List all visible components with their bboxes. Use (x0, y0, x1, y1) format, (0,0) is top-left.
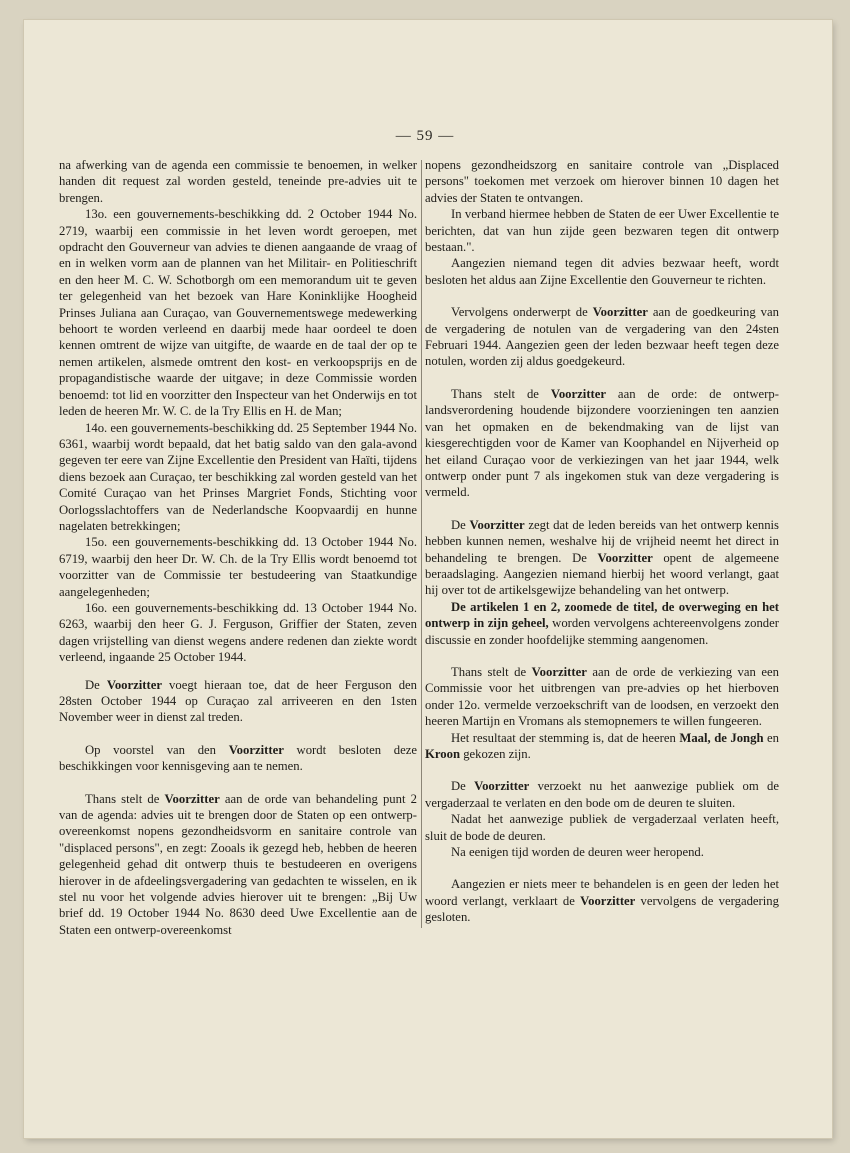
text-run: 15o. een gouvernements-beschikking dd. 13 October 1944 No. 6719, waarbij den heer Dr. W. Ch. de la Try Ellis wordt benoemd tot voorzitter van de Commissie ter bestudeering van Staatkundige aangelegenheden; (59, 535, 417, 599)
bold-text: Voorzitter (106, 677, 163, 692)
paragraph-p4 (59, 534, 417, 600)
text-run: De (451, 779, 475, 794)
paragraph-p8 (59, 791, 417, 939)
paragraph-r5 (425, 386, 779, 501)
text-run: zegt dat de leden bereids van het ontwerp kennis hebben kunnen nemen, weshalve hij de vrijheid neemt het direct in behandeling te brengen. De (425, 517, 779, 565)
text-run: opent de algemeene beraadslaging. Aangezien niemand hierbij het woord verlangt, gaat hij over tot de artikelsgewijze behandeling van het ontwerp. (425, 550, 779, 598)
left-column (59, 157, 417, 938)
page-number: — 59 — (395, 128, 455, 144)
bold-text: Voorzitter (469, 517, 525, 532)
text-run: Thans stelt de (451, 664, 532, 679)
paragraph-r9 (425, 730, 779, 763)
paragraph-r4 (425, 304, 779, 370)
text-run: aan de orde de verkiezing van een Commissie voor het uitbrengen van pre-advies op het hierboven onder 12o. vermelde verzoekschrift van de loodsen, en verzoekt den heeren Martijn en Vromans als stemopnemers te willen fungeeren. (425, 664, 779, 729)
bold-text: Voorzitter (531, 664, 587, 679)
text-run: aan de orde van behandeling punt 2 van de agenda: advies uit te brengen door de Staten op een ontwerp-overeenkomst nopens gezondheidsvorm en sanitaire controle van "displaced persons", en zegt: Zooals ik gezegd heb, hebben de heeren gelegenheid gehad dit ontwerp thuis te bestudeeren en overigens hierover in de afdeelingsvergadering van gedachten te wisselen, en ik stel nu voor het volgende advies hierover uit te brengen: „Bij Uw brief dd. 19 October 1944 No. 8630 deed Uwe Excellentie aan de Staten een ontwerp-overeenkomst (59, 791, 417, 937)
bold-text: De artikelen 1 en 2, zoomede de titel, de overweging en het ontwerp in zijn geheel, (425, 599, 779, 631)
paragraph-r2 (425, 206, 779, 255)
paragraph-p6 (59, 677, 417, 726)
paragraph-r13 (425, 876, 779, 925)
paragraph-r8 (425, 664, 779, 730)
bold-text: Voorzitter (474, 779, 530, 794)
bold-text: Maal, de Jongh (679, 730, 764, 745)
bold-text: Voorzitter (580, 893, 636, 908)
text-run: Nadat het aanwezige publiek de vergaderzaal verlaten heeft, sluit de bode de deuren. (425, 812, 779, 843)
text-run: wordt besloten deze beschikkingen voor kennisgeving aan te nemen. (59, 742, 417, 774)
paragraph-p1 (59, 157, 417, 206)
text-run: gekozen zijn. (460, 747, 531, 761)
text-run: Het resultaat der stemming is, dat de heeren (451, 730, 680, 745)
text-run: Aangezien er niets meer te behandelen is en geen der leden het woord verlangt, verklaart de (425, 877, 779, 908)
text-run: Op voorstel van den (85, 742, 229, 757)
text-run: 16o. een gouvernements-beschikking dd. 13 October 1944 No. 6263, waarbij den heer G. J. Ferguson, Griffier der Staten, zeven dagen vrijstelling van dienst wegens andere redenen dan ziekte wordt verleend, ingaande 25 October 1944. (59, 600, 417, 665)
text-run: worden vervolgens achtereenvolgens zonder discussie en zonder hoofdelijke stemming aangenomen. (425, 616, 779, 647)
column-divider (421, 160, 422, 928)
paragraph-r6 (425, 517, 779, 599)
text-run: Vervolgens onderwerpt de (451, 305, 593, 320)
right-column (425, 157, 779, 926)
paragraph-p2 (59, 206, 417, 419)
paragraph-p3 (59, 420, 417, 535)
paragraph-r11 (425, 811, 779, 844)
bold-text: Voorzitter (228, 742, 284, 757)
paragraph-r1 (425, 157, 779, 206)
text-run: verzoekt nu het aanwezige publiek om de vergaderzaal te verlaten en den bode om de deuren te sluiten. (425, 779, 779, 810)
text-run: Thans stelt de (85, 791, 165, 806)
text-run: Aangezien niemand tegen dit advies bezwaar heeft, wordt besloten het aldus aan Zijne Excellentie den Gouverneur te richten. (425, 256, 779, 287)
bold-text: Voorzitter (550, 386, 607, 401)
paragraph-r3 (425, 255, 779, 288)
bold-text: Voorzitter (597, 550, 653, 565)
text-run: 14o. een gouvernements-beschikking dd. 25 September 1944 No. 6361, waarbij wordt bepaald, dat het batig saldo van den gala-avond gegeven ter eere van Zijne Excellentie den President van Haïti, tijdens diens bezoek aan Curaçao, ter beschikking zal worden gesteld van het Comité Curaçao van het Prinses Margriet Fonds, Stichting voor Oorlogsslachtoffers van de Nederlandsche Koopvaardij en hunne nagelaten betrekkingen; (59, 420, 417, 533)
text-run: voegt hieraan toe, dat de heer Ferguson den 28sten October 1944 op Curaçao zal arriveeren en den 1sten November weer in dienst zal treden. (59, 677, 418, 725)
text-run: aan de goedkeuring van de vergadering de notulen van de vergadering van den 24sten Februari 1944. Aangezien geen der leden bezwaar heeft tegen deze notulen, worden zij aldus goedgekeurd. (425, 305, 779, 369)
text-run: Thans stelt de (451, 386, 551, 401)
paragraph-r12 (425, 844, 779, 860)
bold-text: Voorzitter (164, 791, 220, 806)
text-run: na afwerking van de agenda een commissie te benoemen, in welker handen dit request zal worden gesteld, teneinde pre-advies uit te brengen. (59, 158, 417, 205)
text-run: Na eenigen tijd worden de deuren weer heropend. (451, 845, 704, 860)
text-run: De (451, 517, 470, 532)
paragraph-r10 (425, 778, 779, 811)
text-run: en (763, 730, 779, 745)
text-run: nopens gezondheidszorg en sanitaire controle van „Displaced persons" toekomen met verzoek om hierover binnen 10 dagen het advies der Staten te ontvangen. (425, 158, 779, 205)
text-run: De (85, 677, 107, 692)
paragraph-r7 (425, 599, 779, 648)
paragraph-p7 (59, 742, 417, 775)
text-run: In verband hiermee hebben de Staten de eer Uwer Excellentie te berichten, dat van hun zijde geen bezwaren tegen dit ontwerp bestaan.". (425, 207, 779, 255)
text-run: vervolgens de vergadering gesloten. (425, 893, 779, 925)
text-run: 13o. een gouvernements-beschikking dd. 2 October 1944 No. 2719, waarbij een commissie in het leven wordt geroepen, met opdracht den Gouverneur van advies te dienen aangaande de vraag of en in welken vorm aan de plannen van het Militair- en Politieschrift en den heer M. C. W. Schotborgh om een memorandum uit te geven ter gelegenheid van het bezoek van Hare Koninklijke Hoogheid Prinses Juliana aan Curaçao, van Gouvernementswege medewerking behoort te worden verleend en daarbij mede haar oordeel te doen kennen omtrent de wijze van uitgifte, de waarde en de taal der op te nemen artikelen, alsmede omtrent den kost- en verkoopsprijs en de propagandistische waarde der uitgave; in deze Commissie worden benoemd: tot lid en voorzitter den Inspecteur van het Onderwijs en tot leden de heeren Mr. W. C. de la Try Ellis en H. de Man; (59, 207, 417, 419)
paragraph-p5 (59, 600, 417, 666)
bold-text: Kroon (425, 747, 461, 761)
bold-text: Voorzitter (592, 305, 648, 320)
text-run: aan de orde: de ontwerp-landsverordening houdende bijzondere voorzieningen ten aanzien van het opmaken en de bekendmaking van de lijst van kiesgerechtigden voor de Kamer van Koophandel en Nijverheid op het eiland Curaçao voor de verkiezingen van het jaar 1944, welk ontwerp onder punt 7 als ingekomen stuk van deze vergadering is vermeld. (425, 386, 779, 500)
